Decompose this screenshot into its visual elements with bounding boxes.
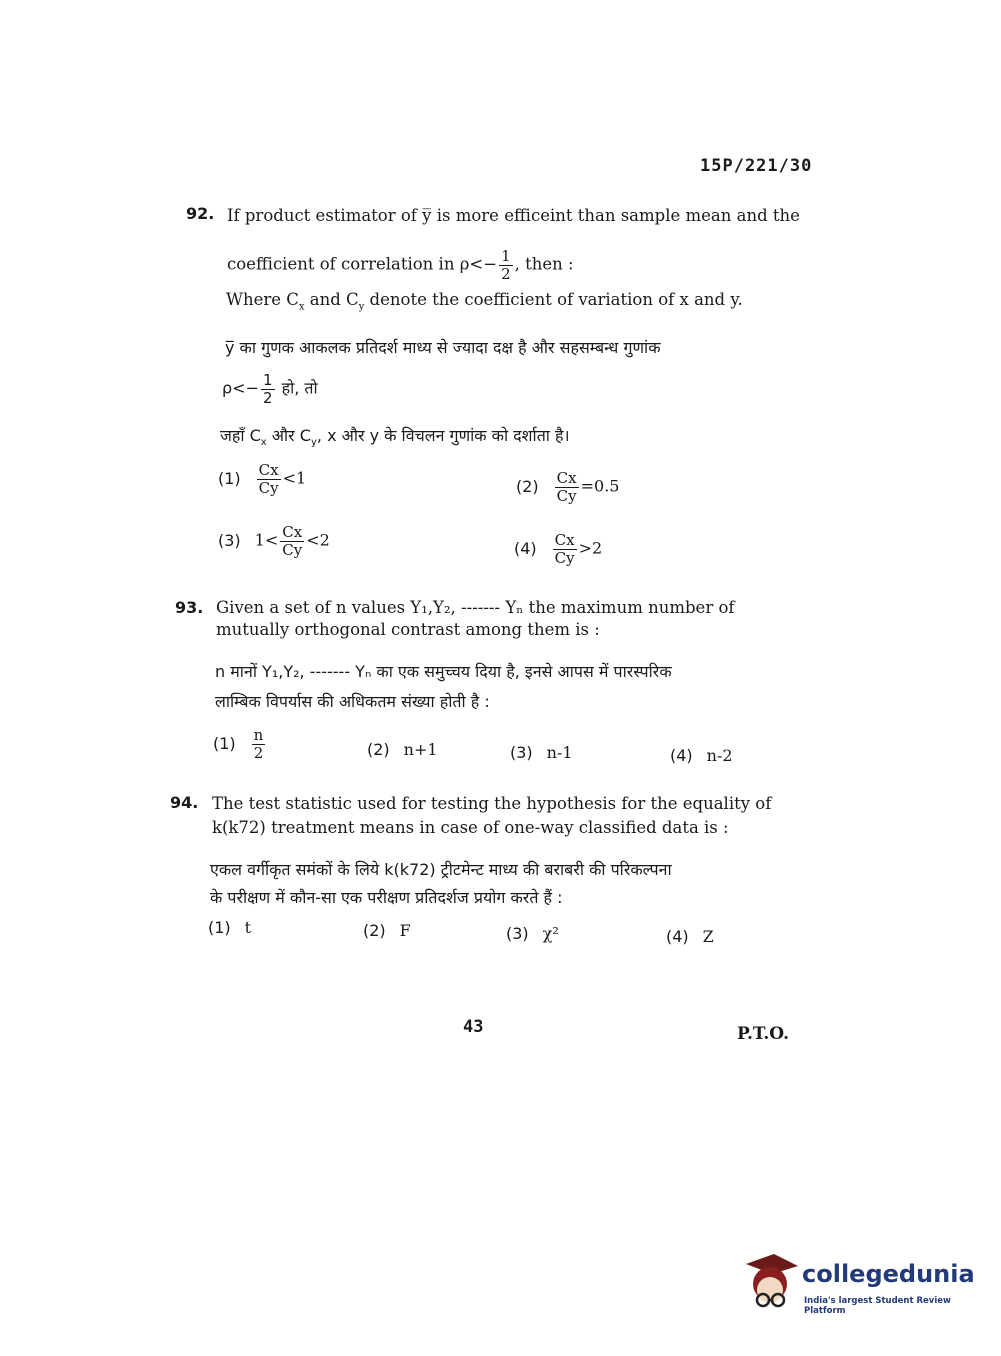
q92-hindi-line-1: y̅ का गुणक आकलक प्रतिदर्श माध्य से ज्यादा दक्ष है और सहसम्बन्ध गुणांक [225, 338, 661, 357]
q94-option-3[interactable]: (3) χ² [506, 924, 559, 943]
question-number: 94. [170, 793, 199, 812]
q93-hindi-line-2: लाम्बिक विपर्यास की अधिकतम संख्या होती है : [215, 692, 490, 711]
q92-option-1[interactable]: (1) $\frac{Cx}{Cy}$ <1 [218, 461, 307, 497]
question-number: 93. [175, 598, 204, 617]
q92-english-line-2: coefficient of correlation in ρ<− $\frac{1}{2}$ , then : [227, 247, 574, 283]
mascot-icon [742, 1250, 800, 1314]
q92-english-line-1: If product estimator of y̅ is more efficeint than sample mean and the [227, 206, 800, 225]
q94-english-line-1: The test statistic used for testing the hypothesis for the equality of [212, 794, 772, 813]
q94-option-1[interactable]: (1) t [208, 918, 252, 937]
q92-option-4[interactable]: (4) $\frac{Cx}{Cy}$ >2 [514, 531, 603, 567]
q93-hindi-line-1: n मानों Y₁,Y₂, ------- Yₙ का एक समुच्चय दिया है, इनसे आपस में पारस्परिक [215, 662, 672, 681]
q94-hindi-line-2: के परीक्षण में कौन-सा एक परीक्षण प्रतिदर्शज प्रयोग करते हैं : [210, 888, 563, 907]
q92-english-line-3: Where $C_x$ and $C_y$ denote the coefficient of variation of x and y. [226, 290, 743, 313]
q92-hindi-line-2: ρ<− $\frac{1}{2}$ हो, तो [222, 371, 318, 407]
q92-option-3[interactable]: (3) 1< $\frac{Cx}{Cy}$ <2 [218, 523, 330, 559]
q94-hindi-line-1: एकल वर्गीकृत समंकों के लिये k(k72) ट्रीटमेन्ट माध्य की बराबरी की परिकल्पना [210, 860, 672, 879]
brand-name: collegedunia [802, 1260, 975, 1288]
q93-option-1[interactable]: (1) $\frac{n}{2}$ [213, 726, 264, 762]
brand-tagline: India's largest Student Review Platform [804, 1296, 951, 1316]
paper-code: 15P/221/30 [700, 156, 813, 176]
q92-hindi-line-3: जहाँ $C_x$ और $C_y$, x और y के विचलन गुणांक को दर्शाता है। [220, 426, 570, 449]
collegedunia-logo [742, 1250, 975, 1320]
q92-option-2[interactable]: (2) $\frac{Cx}{Cy}$ =0.5 [516, 469, 620, 505]
page-number: 43 [463, 1017, 484, 1037]
q93-english-line-1: Given a set of n values Y₁,Y₂, ------- Yₙ the maximum number of [216, 598, 735, 617]
q93-option-4[interactable]: (4) n-2 [670, 746, 733, 765]
q93-english-line-2: mutually orthogonal contrast among them is : [216, 620, 600, 639]
q93-option-3[interactable]: (3) n-1 [510, 743, 573, 762]
q94-option-4[interactable]: (4) Z [666, 927, 714, 946]
q94-english-line-2: k(k72) treatment means in case of one-way classified data is : [212, 818, 729, 837]
q93-option-2[interactable]: (2) n+1 [367, 740, 438, 759]
question-number: 92. [186, 204, 215, 223]
please-turn-over: P.T.O. [737, 1024, 789, 1044]
q94-option-2[interactable]: (2) F [363, 921, 411, 940]
fraction-half: $\frac{1}{2}$ [501, 247, 511, 283]
